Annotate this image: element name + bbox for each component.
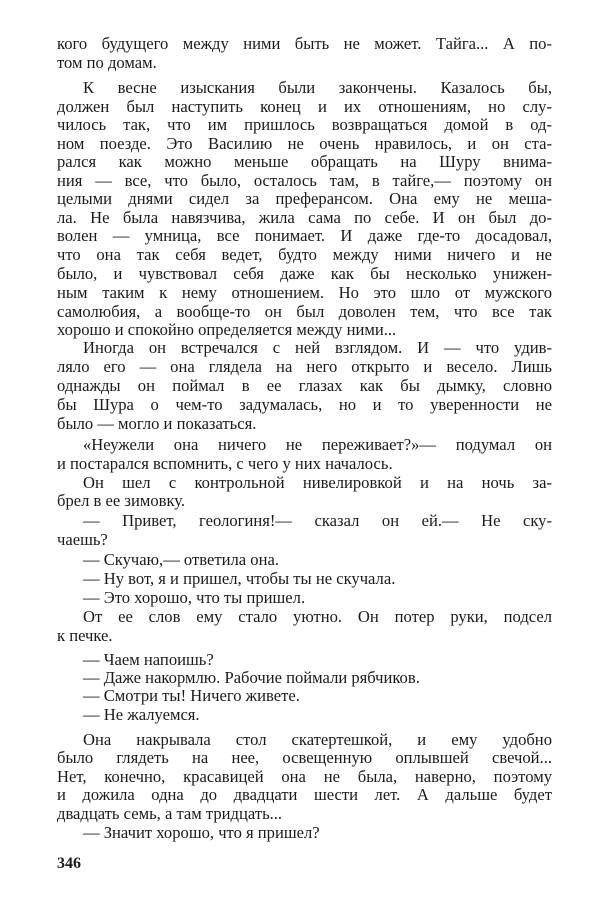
dialogue-line: — Ну вот, я и пришел, чтобы ты не скучала.: [83, 569, 396, 588]
dialogue-line: — Скучаю,— ответила она.: [83, 550, 279, 569]
text-line: должен был наступить конец и их отношениям, но слу-: [57, 97, 552, 116]
text-line: однажды он поймал в ее глазах как бы дымку, словно: [57, 376, 552, 395]
dialogue-line: — Даже накормлю. Рабочие поймали рябчиков.: [83, 668, 420, 687]
text-line: кого будущего между ними быть не может. Тайга... А по-: [57, 34, 552, 53]
text-line: К весне изыскания были закончены. Казалось бы,: [83, 78, 552, 97]
text-line: что она так себя ведет, будто между ними ничего и не: [57, 245, 552, 264]
text-line: Иногда он встречался с ней взглядом. И — что удив-: [83, 338, 552, 357]
text-line: ным таким к нему отношением. Но это шло от мужского: [57, 283, 552, 302]
text-line: к печке.: [57, 626, 113, 645]
dialogue-line: — Это хорошо, что ты пришел.: [83, 588, 306, 607]
dialogue-line: — Смотри ты! Ничего живете.: [83, 686, 300, 705]
text-line: ла. Не была навязчива, жила сама по себе. И он был до-: [57, 208, 552, 227]
text-line: целыми днями сидел за преферансом. Она ему не меша-: [57, 189, 552, 208]
text-line: «Неужели она ничего не переживает?»— подумал он: [83, 435, 552, 454]
text-line: чилось так, что им пришлось возвращаться домой в од-: [57, 115, 552, 134]
text-line: Нет, конечно, красавицей она не была, наверно, поэтому: [57, 767, 552, 786]
text-line: было — могло и показаться.: [57, 414, 257, 433]
dialogue-line: — Чаем напоишь?: [83, 650, 214, 669]
text-line: чаешь?: [57, 530, 108, 549]
text-line: было глядеть на нее, освещенную оплывшей свечой...: [57, 748, 552, 767]
text-line: ном поезде. Это Василию не очень нравилось, и он ста-: [57, 134, 552, 153]
text-line: ния — все, что было, осталось там, в тайге,— поэтому он: [57, 171, 552, 190]
text-line: Она накрывала стол скатертешкой, и ему удобно: [83, 730, 552, 749]
text-line: том по домам.: [57, 53, 157, 72]
text-line: Он шел с контрольной нивелировкой и на ночь за-: [83, 473, 552, 492]
text-line: бы Шура о чем-то задумалась, но и то уверенности не: [57, 395, 552, 414]
dialogue-line: — Привет, геологиня!— сказал он ей.— Не ску-: [83, 511, 552, 530]
text-line: рался как можно меньше обращать на Шуру внима-: [57, 152, 552, 171]
text-line: брел в ее зимовку.: [57, 491, 186, 510]
page-number: 346: [57, 855, 81, 872]
dialogue-line: — Не жалуемся.: [83, 705, 200, 724]
text-line: волен — умница, все понимает. И даже где-то досадовал,: [57, 226, 552, 245]
text-line: ляло его — она глядела на него открыто и весело. Лишь: [57, 357, 552, 376]
text-line: двадцать семь, а там тридцать...: [57, 804, 283, 823]
text-line: От ее слов ему стало уютно. Он потер руки, подсел: [83, 607, 552, 626]
text-line: и постарался вспомнить, с чего у них началось.: [57, 454, 393, 473]
text-line: самолюбия, а вообще-то он был доволен тем, что все так: [57, 302, 552, 321]
dialogue-line: — Значит хорошо, что я пришел?: [83, 823, 320, 842]
text-line: и дожила одна до двадцати шести лет. А дальше будет: [57, 785, 552, 804]
text-line: хорошо и спокойно определяется между ними...: [57, 320, 397, 339]
text-line: было, и чувствовал себя даже как бы несколько унижен-: [57, 264, 552, 283]
